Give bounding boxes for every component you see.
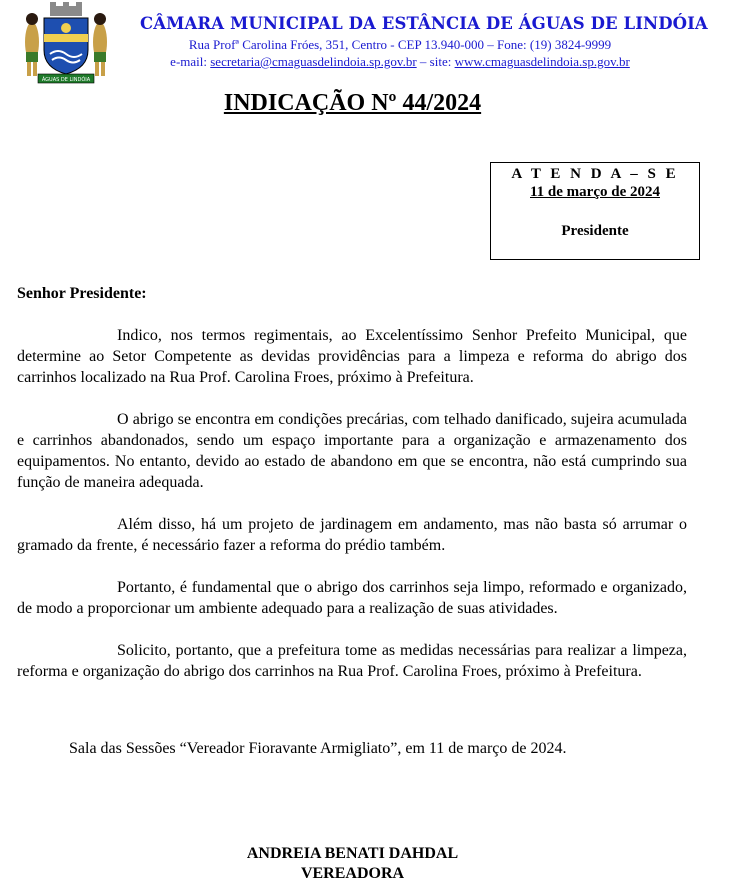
institution-name: CÂMARA MUNICIPAL DA ESTÂNCIA DE ÁGUAS DE LINDÓIA bbox=[140, 14, 708, 33]
email-label: e-mail: bbox=[170, 54, 207, 69]
body-paragraph: Além disso, há um projeto de jardinagem em andamento, mas não basta só arrumar o gramado da frente, é necessário fazer a reforma do prédio também. bbox=[17, 516, 687, 554]
site-link[interactable]: www.cmaguasdelindoia.sp.gov.br bbox=[454, 54, 630, 69]
crest-motto: ÁGUAS DE LINDÓIA bbox=[41, 77, 91, 83]
approval-stamp-box bbox=[490, 162, 700, 260]
header-contact-line bbox=[110, 54, 690, 70]
body-paragraph: Portanto, é fundamental que o abrigo dos carrinhos seja limpo, reformado e organizado, de modo a proporcionar um ambiente adequado para a realização de suas atividades. bbox=[17, 579, 687, 617]
body-paragraph: Solicito, portanto, que a prefeitura tome as medidas necessárias para realizar a limpeza, reforma e organização do abrigo dos carrinhos na Rua Prof. Carolina Froes, próximo à Prefeitura. bbox=[17, 642, 687, 680]
document-body bbox=[17, 325, 687, 703]
document-title: INDICAÇÃO Nº 44/2024 bbox=[223, 90, 482, 116]
signatory-role: VEREADORA bbox=[300, 865, 405, 882]
signatory-name: ANDREIA BENATI DAHDAL bbox=[246, 845, 459, 862]
stamp-atenda-se: A T E N D A – S E bbox=[511, 166, 679, 182]
site-separator: – site: bbox=[419, 54, 452, 69]
municipal-crest-logo bbox=[20, 2, 112, 84]
body-paragraph: Indico, nos termos regimentais, ao Excelentíssimo Senhor Prefeito Municipal, que determine ao Setor Competente as devidas providências para a limpeza e reforma do abrigo dos carrinhos localizado na Rua Prof. Carolina Froes, próximo à Prefeitura. bbox=[17, 327, 687, 386]
stamp-role: Presidente bbox=[561, 223, 629, 239]
header-address: Rua Profª Carolina Fróes, 351, Centro - CEP 13.940-000 – Fone: (19) 3824-9999 bbox=[188, 37, 612, 52]
salutation: Senhor Presidente: bbox=[17, 285, 147, 302]
closing-line: Sala das Sessões “Vereador Fioravante Armigliato”, em 11 de março de 2024. bbox=[69, 740, 567, 757]
stamp-date: 11 de março de 2024 bbox=[530, 184, 660, 200]
email-link[interactable]: secretaria@cmaguasdelindoia.sp.gov.br bbox=[210, 54, 417, 69]
body-paragraph: O abrigo se encontra em condições precárias, com telhado danificado, sujeira acumulada e carrinhos abandonados, sendo um espaço importante para a organização e armazenamento dos equipamentos. No entanto, devido ao estado de abandono em que se encontra, não está cumprindo sua função de maneira adequada. bbox=[17, 411, 687, 491]
